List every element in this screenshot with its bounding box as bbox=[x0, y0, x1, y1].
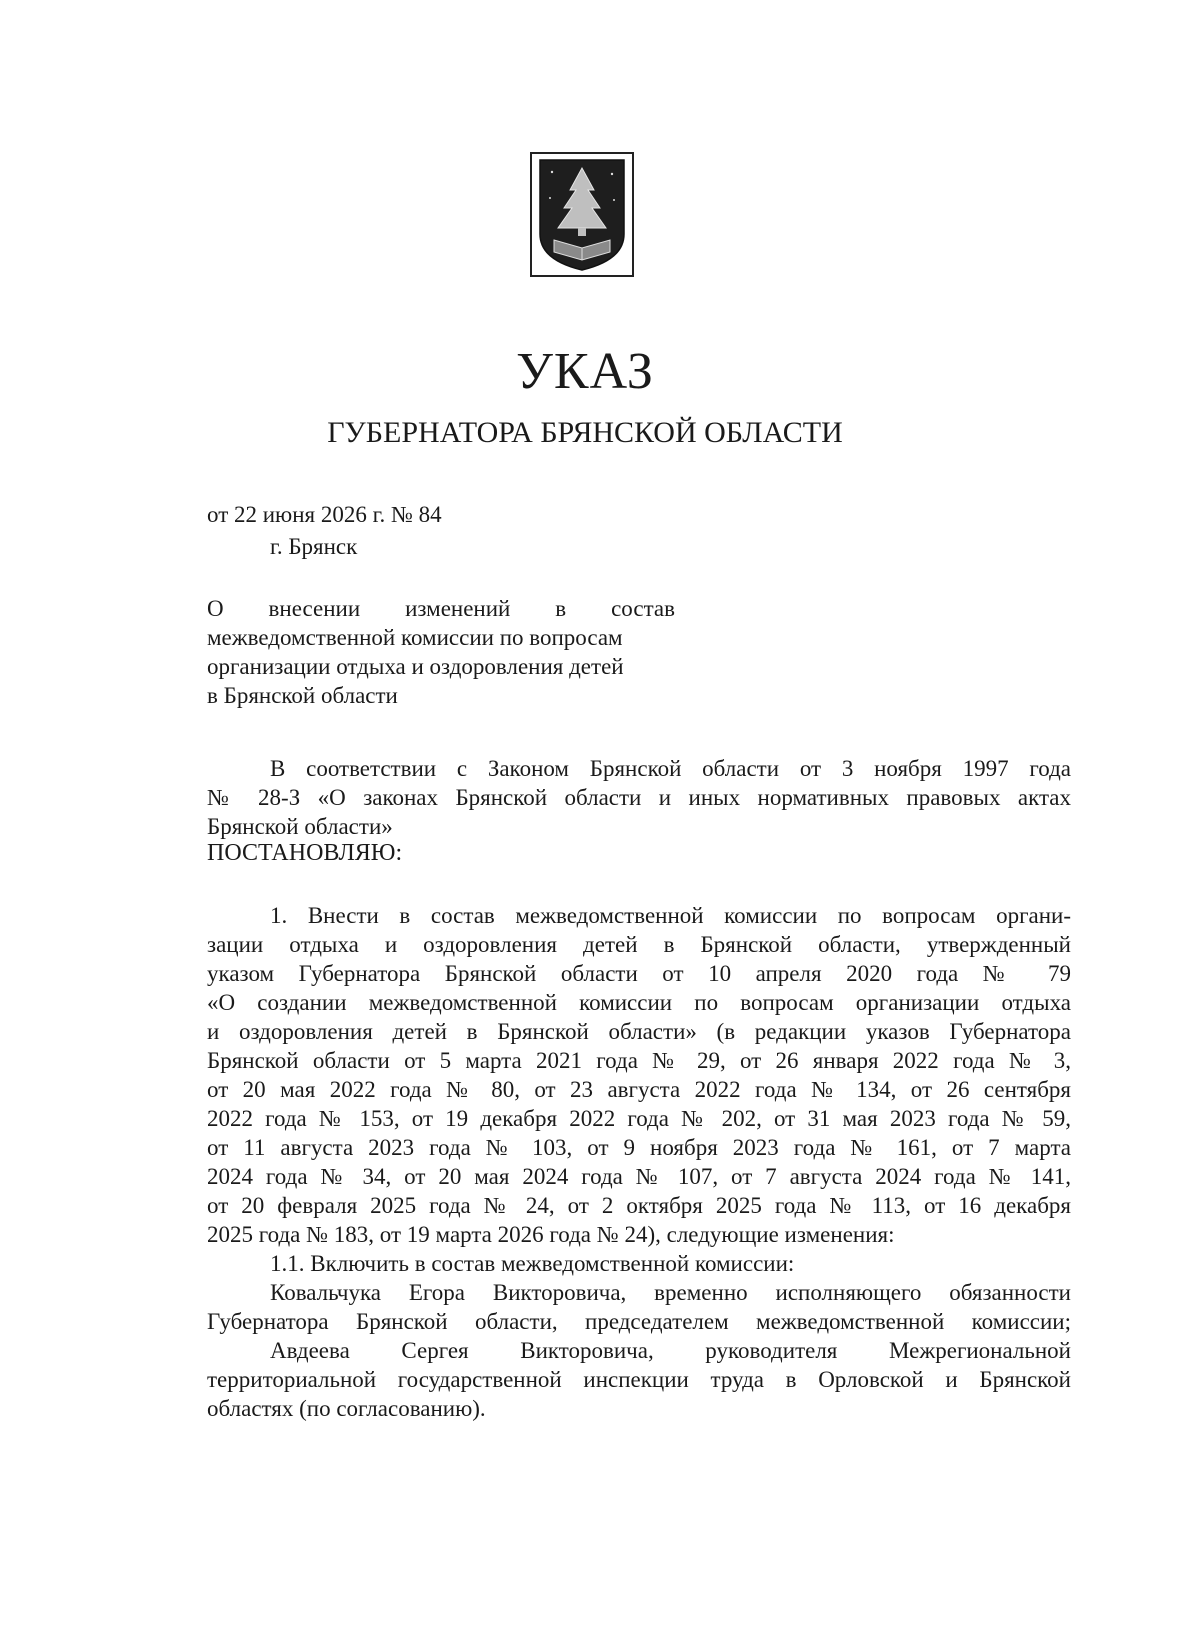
date-number: от 22 июня 2026 г. № 84 bbox=[207, 502, 442, 527]
person1-line: Ковальчука Егора Викторовича, временно исполняющего обязанности bbox=[270, 1280, 1071, 1305]
item1-line: от 20 февраля 2025 года № 24, от 2 октября 2025 года № 113, от 16 декабря bbox=[207, 1193, 1071, 1218]
item1-line: и оздоровления детей в Брянской области» (в редакции указов Губернатора bbox=[207, 1019, 1071, 1044]
decree-word: ПОСТАНОВЛЯЮ: bbox=[207, 840, 403, 866]
preamble-line: № 28-З «О законах Брянской области и иных нормативных правовых актах bbox=[207, 785, 1071, 810]
coat-of-arms-emblem bbox=[530, 152, 634, 277]
person2-line: Авдеева Сергея Викторовича, руководителя Межрегиональной bbox=[270, 1338, 1071, 1363]
item1-1-line: 1.1. Включить в состав межведомственной комиссии: bbox=[270, 1251, 795, 1276]
city: г. Брянск bbox=[270, 534, 358, 559]
subject-line: О внесении изменений в состав bbox=[207, 596, 675, 621]
item1-line: Брянской области от 5 марта 2021 года № 29, от 26 января 2022 года № 3, bbox=[207, 1048, 1071, 1073]
item1-line: 1. Внести в состав межведомственной комиссии по вопросам органи- bbox=[270, 903, 1071, 928]
subject-line: в Брянской области bbox=[207, 683, 398, 708]
person1-line: Губернатора Брянской области, председателем межведомственной комиссии; bbox=[207, 1309, 1071, 1334]
person2-line: территориальной государственной инспекции труда в Орловской и Брянской bbox=[207, 1367, 1071, 1392]
preamble-line: Брянской области» bbox=[207, 814, 393, 839]
item1-line: от 11 августа 2023 года № 103, от 9 ноября 2023 года № 161, от 7 марта bbox=[207, 1135, 1071, 1160]
item1-line: зации отдыха и оздоровления детей в Брянской области, утвержденный bbox=[207, 932, 1071, 957]
item1-line: 2022 года № 153, от 19 декабря 2022 года № 202, от 31 мая 2023 года № 59, bbox=[207, 1106, 1071, 1131]
person2-line: областях (по согласованию). bbox=[207, 1396, 486, 1421]
subject-block bbox=[207, 594, 675, 710]
item1-line: указом Губернатора Брянской области от 10 апреля 2020 года № 79 bbox=[207, 961, 1071, 986]
item1-line: 2025 года № 183, от 19 марта 2026 года № 24), следующие изменения: bbox=[207, 1222, 895, 1247]
subject-line: организации отдыха и оздоровления детей bbox=[207, 654, 624, 679]
preamble-line: В соответствии с Законом Брянской области от 3 ноября 1997 года bbox=[270, 756, 1071, 781]
item1-line: 2024 года № 34, от 20 мая 2024 года № 107, от 7 августа 2024 года № 141, bbox=[207, 1164, 1071, 1189]
document-subtitle: ГУБЕРНАТОРА БРЯНСКОЙ ОБЛАСТИ bbox=[327, 416, 843, 449]
item1-line: «О создании межведомственной комиссии по вопросам организации отдыха bbox=[207, 990, 1071, 1015]
item1-line: от 20 мая 2022 года № 80, от 23 августа 2022 года № 134, от 26 сентября bbox=[207, 1077, 1071, 1102]
document-title: УКАЗ bbox=[516, 343, 654, 400]
subject-line: межведомственной комиссии по вопросам bbox=[207, 625, 623, 650]
